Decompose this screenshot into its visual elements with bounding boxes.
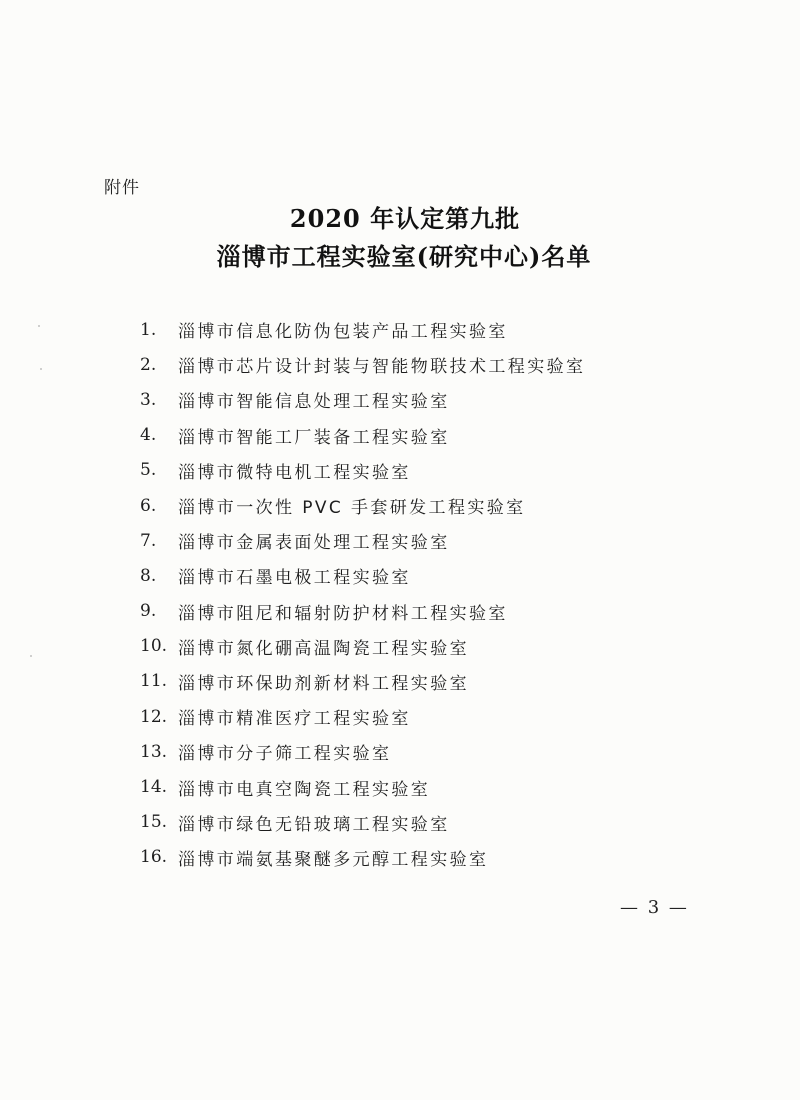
list-item-number: 7. — [140, 530, 157, 551]
document-title — [0, 200, 800, 276]
list-item — [140, 558, 585, 593]
title-line-1: 2020 年认定第九批 — [289, 204, 521, 233]
list-item-name: 淄博市智能工厂装备工程实验室 — [178, 427, 450, 448]
list-item-name: 淄博市端氨基聚醚多元醇工程实验室 — [178, 849, 489, 870]
list-item-name: 淄博市阻尼和辐射防护材料工程实验室 — [178, 603, 508, 624]
list-item-number: 4. — [140, 425, 157, 446]
list-item-name: 淄博市信息化防伪包装产品工程实验室 — [178, 322, 508, 343]
list-item-name: 淄博市精准医疗工程实验室 — [178, 709, 411, 730]
lab-list — [140, 312, 585, 875]
list-item — [140, 382, 585, 417]
list-item-name: 淄博市环保助剂新材料工程实验室 — [178, 673, 469, 694]
list-item — [140, 769, 585, 804]
attachment-label: 附件 — [104, 178, 140, 198]
scan-speck — [40, 368, 42, 370]
scan-speck — [38, 325, 40, 327]
list-item-number: 1. — [140, 319, 157, 340]
list-item-number: 10. — [140, 636, 168, 657]
page-number: — 3 — — [620, 897, 689, 918]
list-item-name: 淄博市金属表面处理工程实验室 — [178, 533, 450, 554]
list-item-number: 2. — [140, 354, 157, 375]
list-item-number: 8. — [140, 565, 157, 586]
list-item — [140, 523, 585, 558]
list-item — [140, 734, 585, 769]
list-item — [140, 629, 585, 664]
list-item-number: 13. — [140, 741, 168, 762]
list-item-number: 3. — [140, 389, 157, 410]
list-item-name: 淄博市一次性 PVC 手套研发工程实验室 — [178, 498, 526, 519]
list-item — [140, 664, 585, 699]
list-item — [140, 312, 585, 347]
list-item — [140, 805, 585, 840]
list-item-name: 淄博市智能信息处理工程实验室 — [178, 392, 450, 413]
list-item-number: 11. — [140, 671, 168, 692]
list-item — [140, 488, 585, 523]
list-item-number: 15. — [140, 812, 168, 833]
list-item — [140, 418, 585, 453]
scan-speck — [30, 655, 32, 657]
list-item — [140, 347, 585, 382]
list-item-number: 6. — [140, 495, 157, 516]
list-item-number: 14. — [140, 777, 168, 798]
list-item-name: 淄博市芯片设计封装与智能物联技术工程实验室 — [178, 357, 586, 378]
list-item-name: 淄博市石墨电极工程实验室 — [178, 568, 411, 589]
list-item — [140, 594, 585, 629]
list-item-number: 9. — [140, 601, 157, 622]
list-item-number: 12. — [140, 706, 168, 727]
list-item-name: 淄博市氮化硼高温陶瓷工程实验室 — [178, 638, 469, 659]
list-item-number: 5. — [140, 460, 157, 481]
list-item-name: 淄博市电真空陶瓷工程实验室 — [178, 779, 431, 800]
list-item-name: 淄博市绿色无铅玻璃工程实验室 — [178, 814, 450, 835]
list-item — [140, 699, 585, 734]
title-line-2: 淄博市工程实验室(研究中心)名单 — [216, 242, 592, 271]
list-item-name: 淄博市微特电机工程实验室 — [178, 462, 411, 483]
list-item — [140, 453, 585, 488]
list-item-number: 16. — [140, 847, 168, 868]
list-item-name: 淄博市分子筛工程实验室 — [178, 744, 392, 765]
list-item — [140, 840, 585, 875]
